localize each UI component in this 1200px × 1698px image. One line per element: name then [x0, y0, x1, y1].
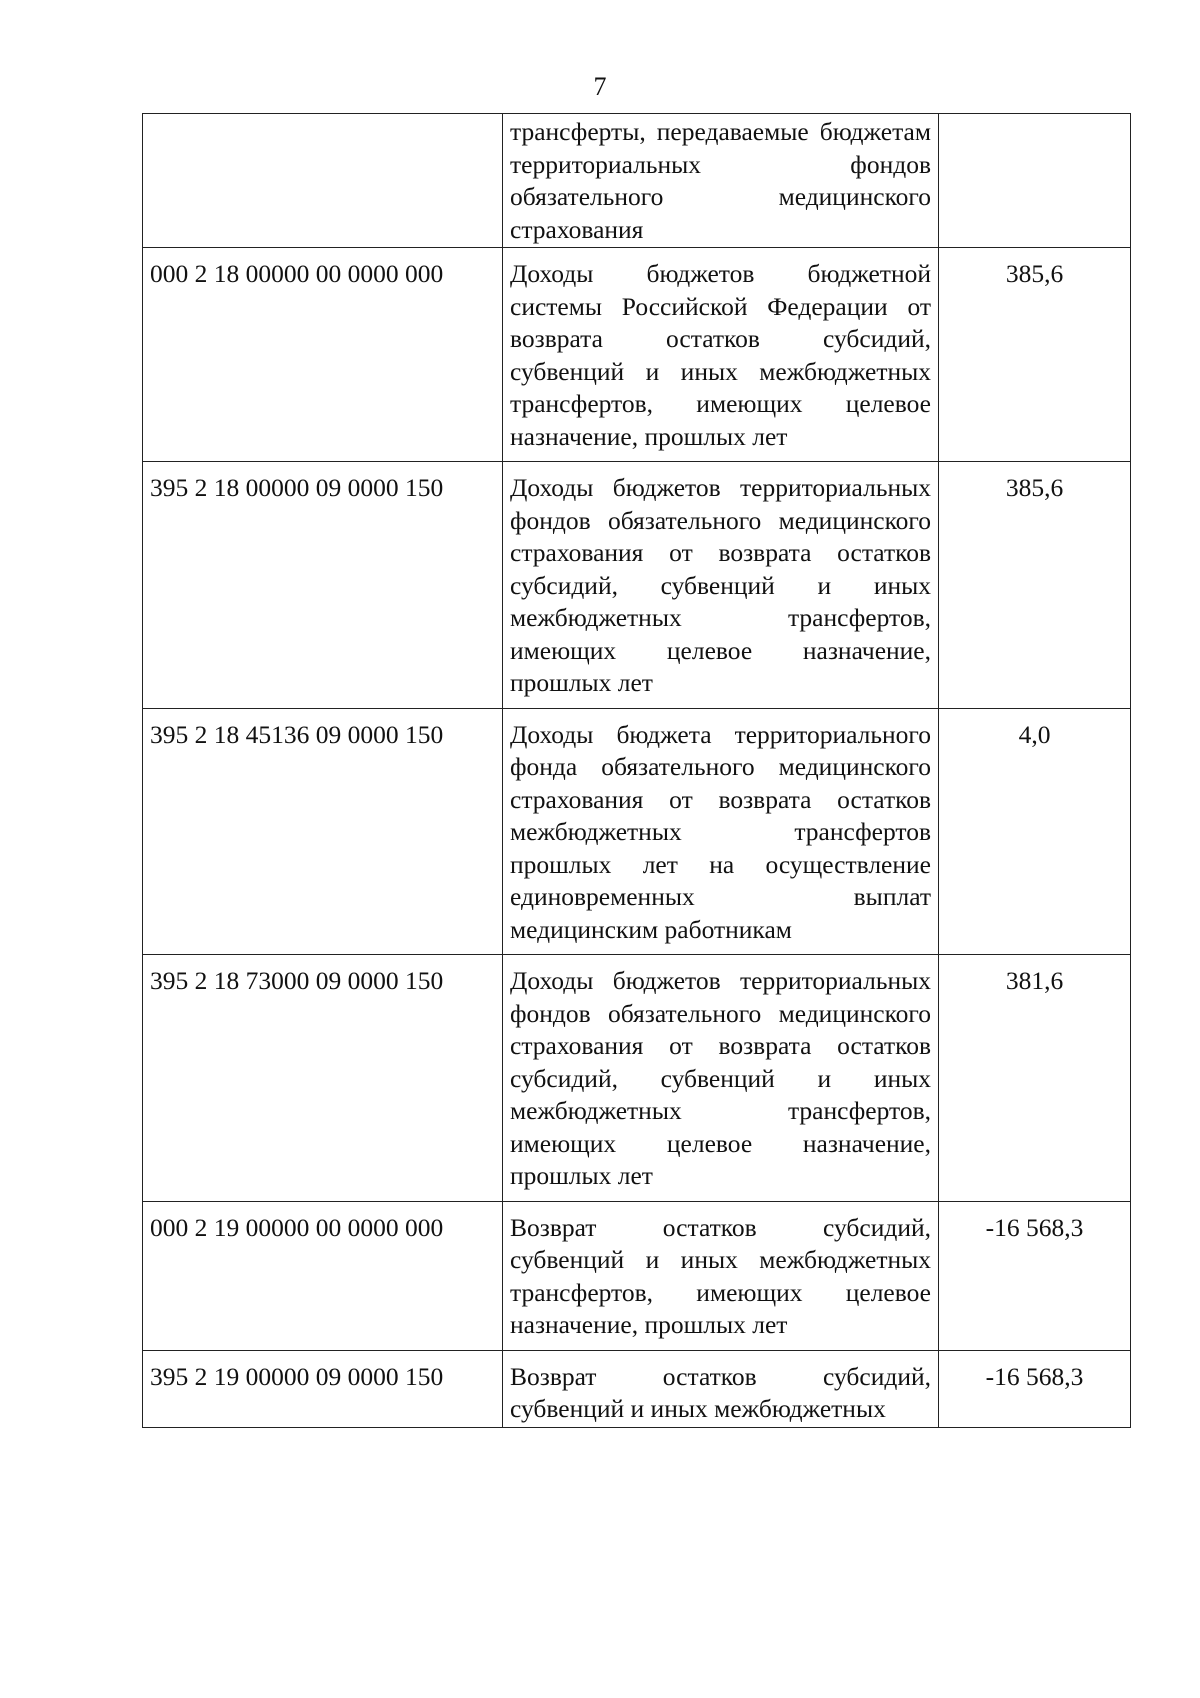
- table-row: [143, 708, 1131, 955]
- revenue-name-cell: Доходы бюджетов территориальных фондов обязательного медицинского страхования от возврата остатков субсидий, субвенций и иных межбюджетных трансфертов, имеющих целевое назначение, прошлых лет: [503, 462, 939, 709]
- revenue-name-cell: Доходы бюджета территориального фонда обязательного медицинского страхования от возврата остатков межбюджетных трансфертов прошлых лет на осуществление единовременных выплат медицинским работникам: [503, 708, 939, 955]
- budget-code-cell: 395 2 18 00000 09 0000 150: [143, 462, 503, 709]
- table-row: [143, 1350, 1131, 1427]
- table-row: [143, 1201, 1131, 1350]
- amount-cell: 381,6: [939, 955, 1131, 1202]
- amount-cell: -16 568,3: [939, 1201, 1131, 1350]
- revenue-name-cell: Доходы бюджетов территориальных фондов обязательного медицинского страхования от возврата остатков субсидий, субвенций и иных межбюджетных трансфертов, имеющих целевое назначение, прошлых лет: [503, 955, 939, 1202]
- table-row: [143, 955, 1131, 1202]
- revenue-name-cell: Возврат остатков субсидий, субвенций и иных межбюджетных: [503, 1350, 939, 1427]
- budget-code-cell: 000 2 18 00000 00 0000 000: [143, 248, 503, 462]
- budget-code-cell: [143, 114, 503, 248]
- budget-code-cell: 395 2 18 73000 09 0000 150: [143, 955, 503, 1202]
- page-number: 7: [593, 72, 607, 101]
- amount-cell: 385,6: [939, 248, 1131, 462]
- revenue-name-cell: трансферты, передаваемые бюджетам территориальных фондов обязательного медицинского страхования: [503, 114, 939, 248]
- revenue-name-cell: Доходы бюджетов бюджетной системы Российской Федерации от возврата остатков субсидий, субвенций и иных межбюджетных трансфертов, имеющих целевое назначение, прошлых лет: [503, 248, 939, 462]
- amount-cell: -16 568,3: [939, 1350, 1131, 1427]
- budget-code-cell: 395 2 18 45136 09 0000 150: [143, 708, 503, 955]
- table-row: [143, 462, 1131, 709]
- budget-code-cell: 395 2 19 00000 09 0000 150: [143, 1350, 503, 1427]
- revenue-name-cell: Возврат остатков субсидий, субвенций и иных межбюджетных трансфертов, имеющих целевое назначение, прошлых лет: [503, 1201, 939, 1350]
- budget-revenue-table: [142, 113, 1131, 1428]
- table-row: [143, 114, 1131, 248]
- amount-cell: 385,6: [939, 462, 1131, 709]
- budget-code-cell: 000 2 19 00000 00 0000 000: [143, 1201, 503, 1350]
- table-row: [143, 248, 1131, 462]
- amount-cell: 4,0: [939, 708, 1131, 955]
- amount-cell: [939, 114, 1131, 248]
